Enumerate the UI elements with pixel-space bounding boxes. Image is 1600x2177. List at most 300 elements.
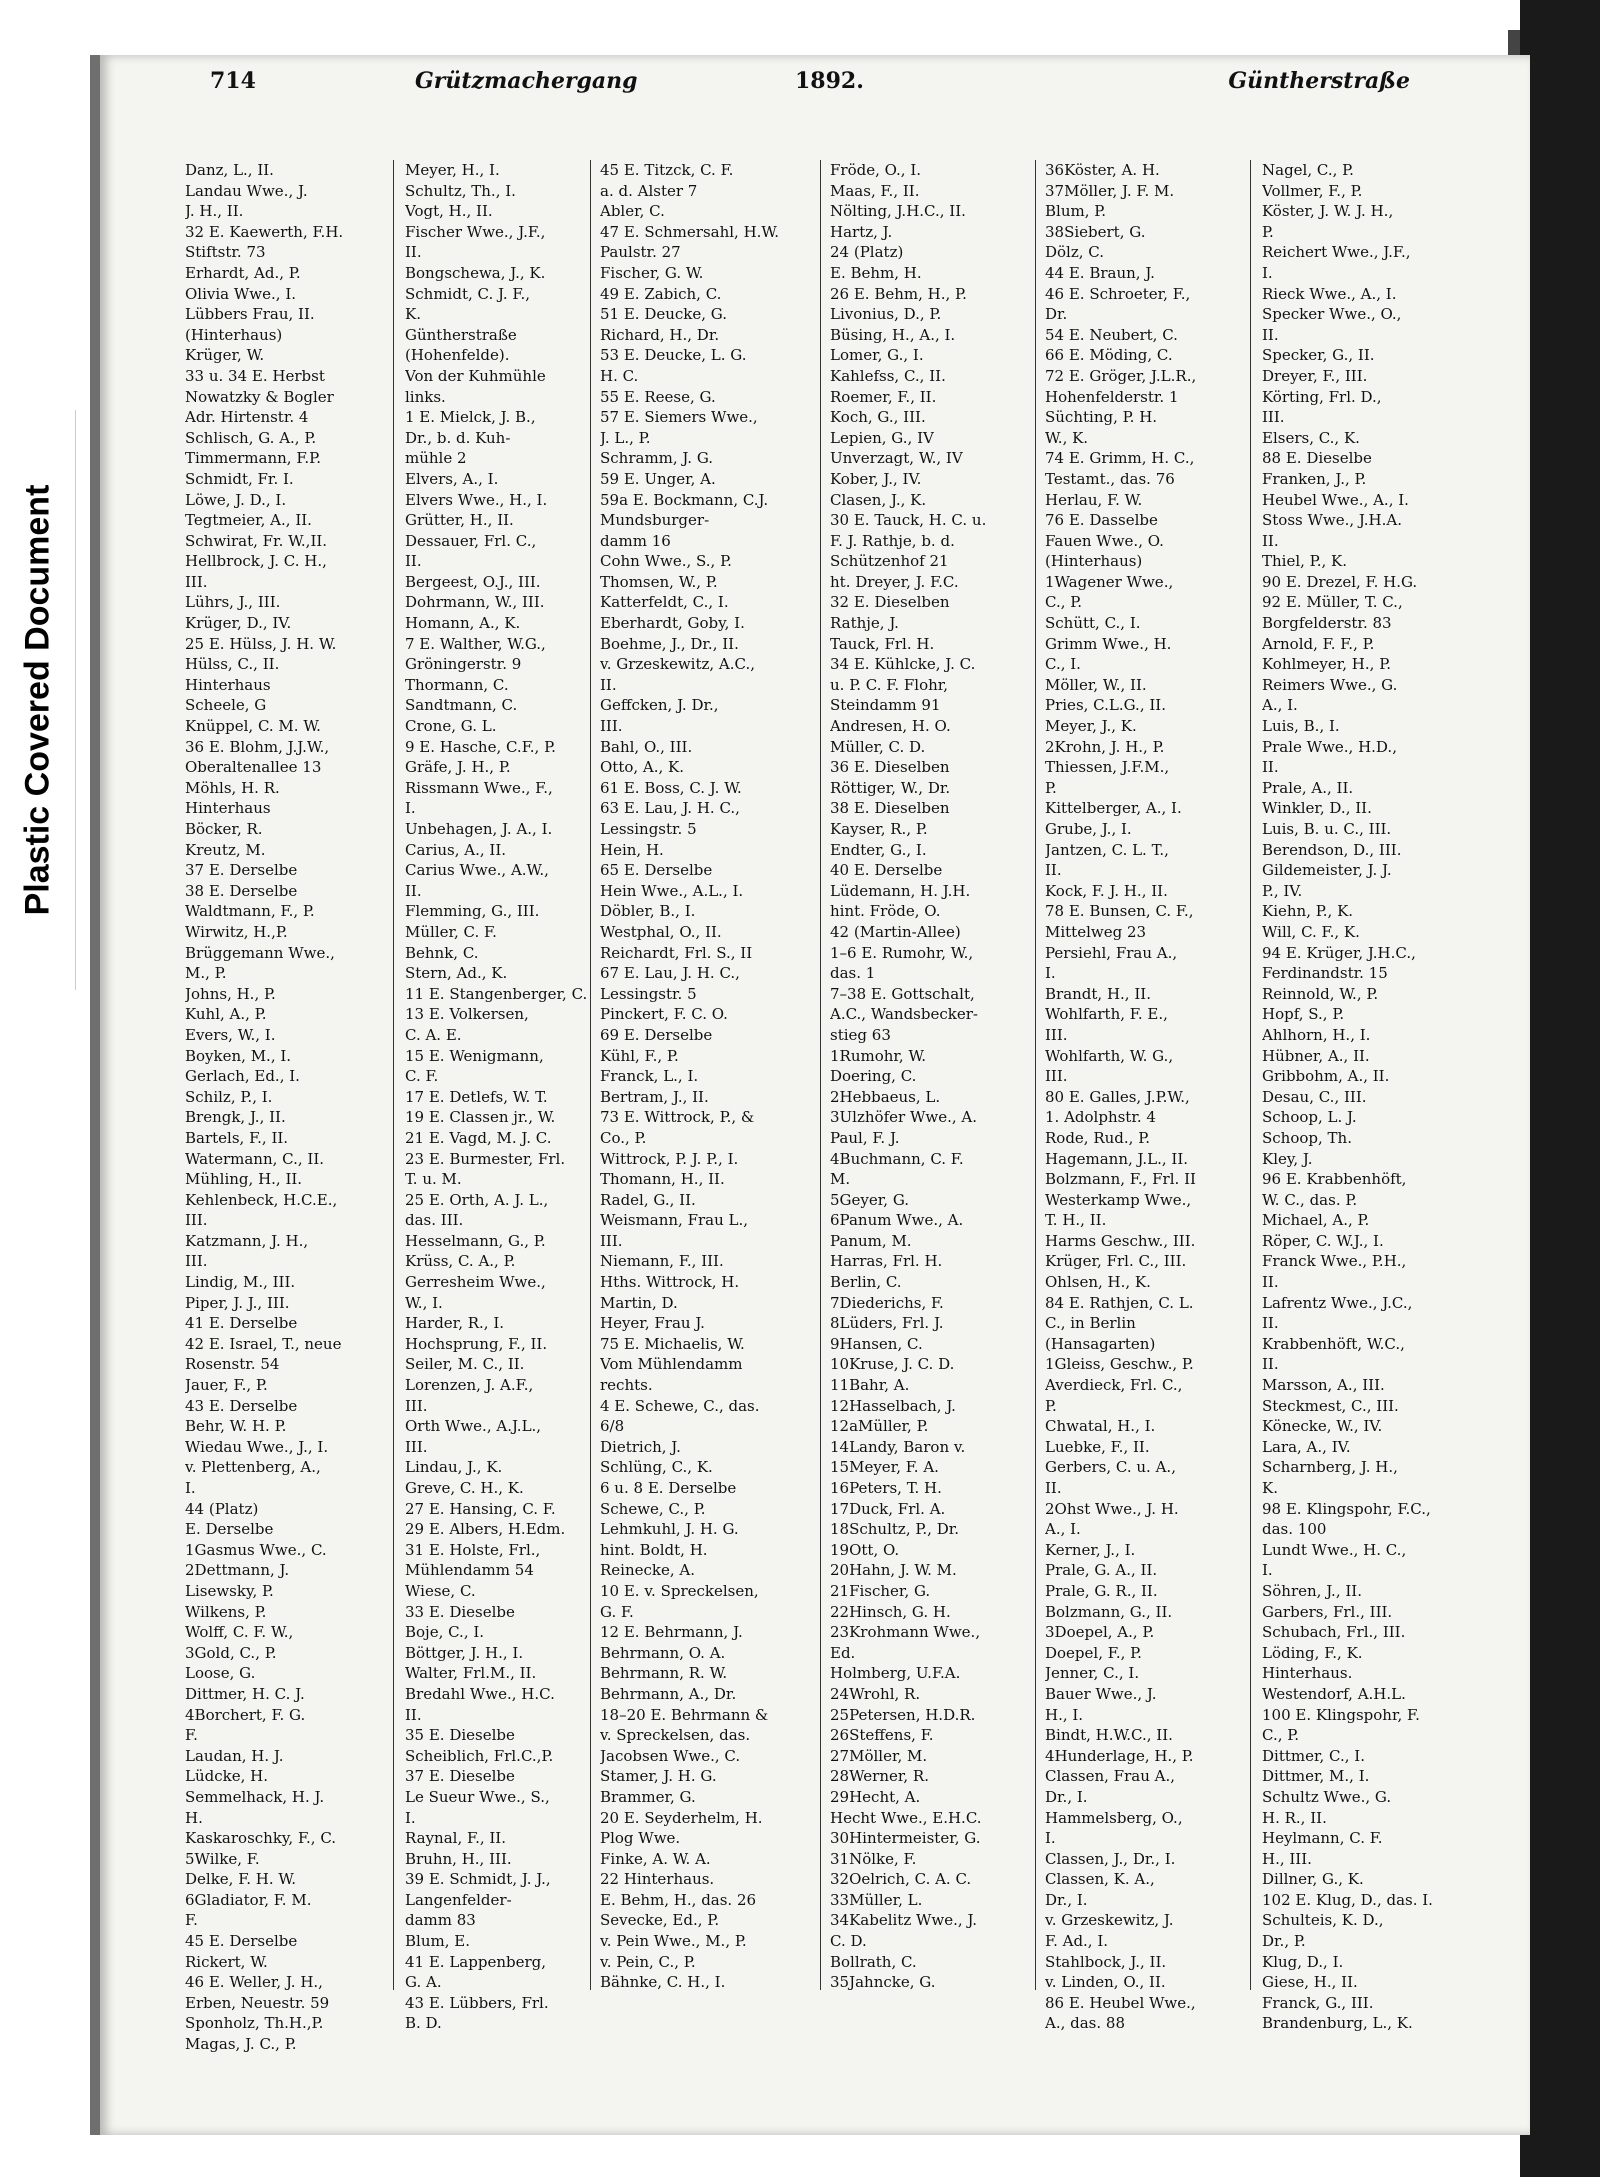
directory-entry: 23Krohmann Wwe., [830,1623,981,1642]
directory-entry: Erben, Neuestr. 59 [185,1993,330,2012]
directory-entry: 65 E. Derselbe [600,861,713,880]
directory-entry: 6/8 [600,1417,625,1436]
directory-entry: Gerlach, Ed., I. [185,1067,300,1086]
directory-entry: T. u. M. [405,1170,462,1189]
directory-entry: Schewe, C., P. [600,1499,706,1518]
directory-entry: Luis, B. u. C., III. [1262,820,1392,838]
directory-entry: 5Wilke, F. [185,1849,260,1868]
directory-entry: 32 E. Kaewerth, F.H. [185,222,344,241]
directory-entry: Lessingstr. 5 [600,984,697,1003]
directory-entry: Ohlsen, H., K. [1045,1273,1151,1292]
directory-entry: III. [405,1437,428,1456]
directory-entry: Tauck, Frl. H. [830,634,935,653]
directory-entry: II. [1262,1314,1279,1333]
directory-entry: Reichert Wwe., J.F., [1262,243,1411,262]
directory-entry: 1 E. Mielck, J. B., [405,408,536,427]
directory-entry: Stahlbock, J., II. [1045,1952,1167,1971]
directory-entry: 41 E. Lappenberg, [405,1952,547,1971]
directory-entry: v. Plettenberg, A., [185,1458,321,1477]
directory-entry: C. A. E. [405,1025,462,1044]
directory-entry: Lührs, J., III. [185,593,281,612]
directory-entry: Blum, E. [405,1932,470,1951]
directory-entry: 51 E. Deucke, G. [600,305,728,324]
directory-entry: Landau Wwe., J. [185,181,308,200]
directory-entry: (Hinterhaus) [185,325,283,344]
directory-entry: 98 E. Klingspohr, F.C., [1262,1499,1431,1518]
directory-entry: P., IV. [1262,881,1303,900]
directory-entry: Reinnold, W., P. [1262,984,1379,1003]
directory-entry: III. [185,1252,208,1271]
directory-entry: Dr., I. [1045,1787,1088,1806]
directory-entry: Hartz, J. [830,222,893,241]
directory-entry: II. [1262,325,1279,344]
directory-entry: Schmidt, C. J. F., [405,284,530,303]
column-rule [1035,160,1036,1990]
directory-entry: Bauer Wwe., J. [1045,1684,1157,1703]
directory-entry: Thomsen, W., P. [600,572,718,591]
column-rule [393,160,394,1990]
directory-entry: Heylmann, C. F. [1262,1829,1383,1848]
directory-entry: Mundsburger- [600,511,710,530]
directory-entry: Kühl, F., P. [600,1046,679,1065]
directory-entry: Bruhn, H., III. [405,1849,512,1868]
directory-entry: Lessingstr. 5 [600,820,697,838]
directory-entry: II. [600,675,617,694]
directory-entry: Raynal, F., II. [405,1829,506,1848]
directory-entry: 43 E. Derselbe [185,1396,298,1415]
directory-entry: K. [405,305,421,324]
directory-entry: Dietrich, J. [600,1437,681,1456]
directory-entry: Franck Wwe., P.H., [1262,1252,1407,1271]
directory-entry: a. d. Alster 7 [600,181,698,200]
directory-entry: Cohn Wwe., S., P. [600,552,732,571]
directory-entry: 27 E. Hansing, C. F. [405,1499,556,1518]
directory-entry: Schlüng, C., K. [600,1458,713,1477]
directory-entry: 21Fischer, G. [830,1581,931,1600]
directory-entry: I. [1045,1829,1056,1848]
directory-entry: Nowatzky & Bogler [185,387,334,406]
directory-entry: Körting, Frl. D., [1262,387,1382,406]
directory-entry: Averdieck, Frl. C., [1045,1376,1183,1395]
directory-entry: Holmberg, U.F.A. [830,1664,961,1683]
directory-entry: Wohlfarth, W. G., [1045,1046,1174,1065]
directory-entry: K. [1262,1479,1278,1497]
directory-entry: Möhls, H. R. [185,778,280,797]
directory-entry: mühle 2 [405,449,467,468]
directory-entry: Böcker, R. [185,820,263,838]
directory-entry: III. [1262,408,1285,427]
directory-entry: Kober, J., IV. [830,469,922,488]
directory-entry: 1Gleiss, Geschw., P. [1045,1355,1194,1374]
directory-entry: Mühling, H., II. [185,1170,303,1189]
directory-entry: Wittrock, P. J. P., I. [600,1149,739,1168]
directory-entry: E. Behm, H., das. 26 [600,1890,757,1909]
directory-entry: 92 E. Müller, T. C., [1262,593,1403,612]
directory-entry: 47 E. Schmersahl, H.W. [600,222,779,241]
directory-entry: Dr., P. [1262,1932,1306,1951]
directory-entry: Clasen, J., K. [830,490,927,509]
directory-entry: Schütt, C., I. [1045,614,1141,633]
directory-entry: Piper, J. J., III. [185,1293,290,1312]
directory-entry: Elsers, C., K. [1262,428,1360,447]
directory-entry: Mühlendamm 54 [405,1561,534,1580]
directory-entry: Heubel Wwe., A., I. [1262,490,1409,509]
directory-entry: Schoop, Th. [1262,1128,1352,1147]
directory-entry: Hochsprung, F., II. [405,1334,548,1353]
directory-entry: Seiler, M. C., II. [405,1355,525,1374]
directory-entry: 19 E. Classen jr., W. [405,1108,556,1127]
directory-entry: Lorenzen, J. A.F., [405,1376,534,1395]
directory-entry: A., I. [1045,1520,1081,1539]
directory-entry: Evers, W., I. [185,1025,276,1044]
directory-entry: Johns, H., P. [185,984,276,1003]
directory-entry: Steindamm 91 [830,696,941,715]
directory-entry: II. [405,552,422,571]
directory-entry: 41 E. Derselbe [185,1314,298,1333]
directory-entry: 1–6 E. Rumohr, W., [830,943,974,962]
directory-entry: Vom Mühlendamm [600,1355,743,1374]
directory-entry: Rieck Wwe., A., I. [1262,284,1397,303]
directory-entry: 22Hinsch, G. H. [830,1602,951,1621]
directory-entry: damm 16 [600,531,671,550]
directory-entry: Kley, J. [1262,1149,1313,1168]
directory-entry: II. [405,881,422,900]
directory-entry: 34Kabelitz Wwe., J. [830,1911,978,1930]
directory-entry: Stiftstr. 73 [185,243,266,262]
directory-entry: Bergeest, O.J., III. [405,572,541,591]
directory-entry: 15 E. Wenigmann, [405,1046,544,1065]
directory-entry: II. [1262,1273,1279,1292]
directory-entry: Classen, K. A., [1045,1870,1155,1889]
directory-entry: Behrmann, R. W. [600,1664,728,1683]
directory-entry: Pinckert, F. C. O. [600,1005,728,1024]
directory-entry: Köster, J. W. J. H., [1262,202,1394,221]
directory-entry: 57 E. Siemers Wwe., [600,408,758,427]
directory-entry: Jantzen, C. L. T., [1045,840,1169,859]
directory-entry: Thiessen, J.F.M., [1045,758,1170,777]
directory-entry: 67 E. Lau, J. H. C., [600,964,740,983]
directory-entry: 42 (Martin-Allee) [830,922,961,941]
directory-entry: 4Borchert, F. G. [185,1705,306,1724]
directory-entry: P. [1045,778,1057,797]
directory-entry: 25 E. Hülss, J. H. W. [185,634,337,653]
directory-entry: Hopf, S., P. [1262,1005,1345,1024]
directory-entry: 11Bahr, A. [830,1376,910,1395]
directory-entry: rechts. [600,1376,653,1395]
directory-entry: Flemming, G., III. [405,902,540,921]
directory-entry: 6Panum Wwe., A. [830,1211,964,1230]
directory-entry: Krüger, Frl. C., III. [1045,1252,1187,1271]
directory-entry: Richard, H., Dr. [600,325,720,344]
directory-entry: I. [185,1479,196,1497]
directory-entry: 20Hahn, J. W. M. [830,1561,957,1580]
directory-entry: Rosenstr. 54 [185,1355,280,1374]
directory-entry: 4 E. Schewe, C., das. [600,1396,760,1415]
directory-entry: 29Hecht, A. [830,1787,921,1806]
directory-entry: 33Müller, L. [830,1890,923,1909]
directory-entry: Westphal, O., II. [600,922,722,941]
directory-entry: Kiehn, P., K. [1262,902,1354,921]
directory-entry: Reimers Wwe., G. [1262,675,1398,694]
directory-entry: 76 E. Dasselbe [1045,511,1158,530]
directory-entry: 2Krohn, J. H., P. [1045,737,1165,756]
directory-entry: Stern, Ad., K. [405,964,508,983]
directory-entry: 42 E. Israel, T., neue [185,1334,342,1353]
directory-entry: 7–38 E. Gottschalt, [830,984,975,1003]
directory-entry: F. Ad., I. [1045,1932,1109,1951]
directory-entry: C. D. [830,1932,867,1951]
directory-entry: B. D. [405,2014,442,2033]
directory-entry: Prale, A., II. [1262,778,1354,797]
directory-entry: II. [1045,1479,1062,1497]
directory-entry: Behr, W. H. P. [185,1417,287,1436]
directory-entry: 44 (Platz) [185,1499,259,1518]
directory-entry: 12Hasselbach, J. [830,1396,956,1415]
directory-entry: v. Grzeskewitz, J. [1045,1911,1174,1930]
directory-entry: Carius Wwe., A.W., [405,861,549,880]
directory-entry: Rathje, J. [830,614,899,633]
directory-entry: Grube, J., I. [1045,820,1132,838]
directory-entry: Brammer, G. [600,1787,696,1806]
directory-entry: P. [1262,222,1274,241]
directory-entry: 54 E. Neubert, C. [1045,325,1178,344]
directory-entry: 2Dettmann, J. [185,1561,290,1580]
directory-entry: Le Sueur Wwe., S., [405,1787,550,1806]
directory-entry: v. Pein Wwe., M., P. [600,1932,747,1951]
directory-entry: Lübbers Frau, II. [185,305,315,324]
directory-entry: Bongschewa, J., K. [405,263,546,282]
directory-entry: 34 E. Kühlcke, J. C. [830,655,976,674]
directory-entry: Schlisch, G. A., P. [185,428,317,447]
directory-entry: Franck, G., III. [1262,1993,1374,2012]
directory-entry: Lindig, M., III. [185,1273,296,1292]
directory-entry: 15Meyer, F. A. [830,1458,939,1477]
column-rule [1250,160,1251,1990]
directory-entry: Gildemeister, J. J. [1262,861,1392,880]
directory-entry: 100 E. Klingspohr, F. [1262,1705,1420,1724]
directory-entry: Hein, H. [600,840,664,859]
directory-entry: Müller, C. D. [830,737,926,756]
directory-entry: Wohlfarth, F. E., [1045,1005,1168,1024]
directory-entry: 37 E. Dieselbe [405,1767,515,1786]
directory-entry: Jenner, C., I. [1045,1664,1140,1683]
directory-entry: Lisewsky, P. [185,1581,274,1600]
directory-entry: Finke, A. W. A. [600,1849,711,1868]
directory-entry: Persiehl, Frau A., [1045,943,1178,962]
directory-entry: hint. Fröde, O. [830,902,941,921]
directory-entry: 3Doepel, A., P. [1045,1623,1155,1642]
directory-entry: 1Gasmus Wwe., C. [185,1540,327,1559]
directory-entry: Weismann, Frau L., [600,1211,749,1230]
directory-entry: Katzmann, J. H., [185,1231,309,1250]
directory-entry: 8Lüders, Frl. J. [830,1314,944,1333]
directory-entry: Chwatal, H., I. [1045,1417,1156,1436]
directory-entry: Kaskaroschky, F., C. [185,1829,337,1848]
directory-entry: P. [1045,1396,1057,1415]
directory-entry: Berendson, D., III. [1262,840,1402,859]
directory-entry: 38 E. Dieselben [830,799,950,818]
directory-entry: Röttiger, W., Dr. [830,778,951,797]
directory-entry: Endter, G., I. [830,840,927,859]
directory-entry: Grimm Wwe., H. [1045,634,1172,653]
directory-entry: Nagel, C., P. [1262,161,1354,179]
directory-entry: Schubach, Frl., III. [1262,1623,1406,1642]
directory-entry: Dr., I. [1045,1890,1088,1909]
directory-entry: 21 E. Vagd, M. J. C. [405,1128,552,1147]
directory-entry: Loose, G. [185,1664,256,1683]
directory-entry: III. [185,572,208,591]
directory-entry: Scheele, G [185,696,267,715]
directory-entry: Kittelberger, A., I. [1045,799,1182,818]
directory-entry: 63 E. Lau, J. H. C., [600,799,740,818]
directory-entry: 102 E. Klug, D., das. I. [1262,1890,1433,1909]
directory-entry: Dittmer, H. C. J. [185,1684,305,1703]
directory-entry: 17 E. Detlefs, W. T. [405,1087,548,1106]
directory-entry: v. Linden, O., II. [1045,1973,1166,1992]
directory-entry: 31Nölke, F. [830,1849,917,1868]
directory-entry: Schulteis, K. D., [1262,1911,1384,1930]
directory-entry: 4Hunderlage, H., P. [1045,1746,1194,1765]
directory-entry: III. [405,1396,428,1415]
directory-entry: III. [1045,1067,1068,1086]
directory-entry: Testamt., das. 76 [1045,469,1175,488]
directory-column-2 [405,160,600,2034]
directory-entry: Livonius, D., P. [830,305,942,324]
directory-entry: Möller, W., II. [1045,675,1147,694]
directory-entry: links. [405,387,446,406]
directory-entry: Elvers, A., I. [405,469,499,488]
directory-entry: damm 83 [405,1911,476,1930]
directory-entry: 10 E. v. Spreckelsen, [600,1581,759,1600]
directory-entry: J. L., P. [600,428,651,447]
directory-entry: Nölting, J.H.C., II. [830,202,966,221]
directory-entry: H. [185,1808,203,1827]
directory-entry: 23 E. Burmester, Frl. [405,1149,566,1168]
directory-entry: 20 E. Seyderhelm, H. [600,1808,763,1827]
directory-entry: 13 E. Volkersen, [405,1005,529,1024]
directory-entry: C., P. [1045,593,1083,612]
directory-entry: Behnk, C. [405,943,479,962]
directory-entry: Radel, G., II. [600,1190,696,1209]
directory-entry: Behrmann, A., Dr. [600,1684,737,1703]
directory-entry: Stamer, J. H. G. [600,1767,717,1786]
directory-entry: Kohlmeyer, H., P. [1262,655,1392,674]
directory-entry: Will, C. F., K. [1262,922,1360,941]
directory-entry: 36 E. Dieselben [830,758,950,777]
directory-entry: Tegtmeier, A., II. [185,511,312,530]
directory-entry: Katterfeldt, C., I. [600,593,729,612]
directory-entry: 90 E. Drezel, F. H.G. [1262,572,1418,591]
directory-entry: Dölz, C. [1045,243,1105,262]
directory-entry: 38Siebert, G. [1045,222,1146,241]
directory-entry: Hein Wwe., A.L., I. [600,881,744,900]
directory-entry: 9 E. Hasche, C.F., P. [405,737,556,756]
directory-entry: Hinterhaus [185,675,271,694]
directory-entry: Steckmest, C., III. [1262,1396,1399,1415]
directory-entry: 35Jahncke, G. [830,1973,936,1992]
directory-entry: Orth Wwe., A.J.L., [405,1417,542,1436]
directory-entry: G. A. [405,1973,442,1992]
directory-entry: Döbler, B., I. [600,902,696,921]
directory-entry: 22 Hinterhaus. [600,1870,715,1889]
directory-entry: Jacobsen Wwe., C. [600,1746,741,1765]
directory-entry: Schultz Wwe., G. [1262,1787,1392,1806]
directory-entry: Wirwitz, H.,P. [185,922,288,941]
directory-entry: Luebke, F., II. [1045,1437,1150,1456]
directory-entry: Thormann, C. [405,675,509,694]
directory-entry: Schultz, Th., I. [405,181,516,200]
directory-column-5 [1045,160,1240,2034]
directory-entry: Rode, Rud., P. [1045,1128,1151,1147]
directory-entry: II. [1262,1355,1279,1374]
directory-entry: Kuhl, A., P. [185,1005,267,1024]
directory-entry: 94 E. Krüger, J.H.C., [1262,943,1416,962]
directory-entry: Ahlhorn, H., I. [1262,1025,1371,1044]
directory-entry: Heyer, Frau J. [600,1314,705,1333]
page-header [110,60,1500,96]
directory-entry: 1Rumohr, W. [830,1046,927,1065]
directory-entry: Kreutz, M. [185,840,266,859]
directory-entry: II. [1262,531,1279,550]
directory-entry: Boehme, J., Dr., II. [600,634,739,653]
directory-entry: Delke, F. H. W. [185,1870,296,1889]
directory-entry: Stoss Wwe., J.H.A. [1262,511,1403,530]
directory-entry: Doering, C. [830,1067,917,1086]
directory-entry: Gerbers, C. u. A., [1045,1458,1176,1477]
directory-entry: Scharnberg, J. H., [1262,1458,1398,1477]
directory-entry: Dessauer, Frl. C., [405,531,537,550]
directory-entry: 2Hebbaeus, L. [830,1087,941,1106]
directory-entry: Dittmer, M., I. [1262,1767,1370,1786]
directory-entry: Marsson, A., III. [1262,1376,1385,1395]
directory-entry: Brandt, H., II. [1045,984,1151,1003]
directory-entry: (Hansagarten) [1045,1334,1156,1353]
directory-entry: 84 E. Rathjen, C. L. [1045,1293,1194,1312]
directory-entry: I. [1262,263,1273,282]
directory-entry: Westerkamp Wwe., [1045,1190,1192,1209]
directory-entry: das. 100 [1262,1520,1327,1539]
directory-entry: 11 E. Stangenberger, C. [405,984,588,1003]
directory-entry: Boyken, M., I. [185,1046,292,1065]
directory-entry: Laudan, H. J. [185,1746,284,1765]
directory-entry: Olivia Wwe., I. [185,284,297,303]
directory-entry: F. [185,1911,198,1930]
directory-entry: Müller, C. F. [405,922,497,941]
directory-entry: Reinecke, A. [600,1561,696,1580]
directory-entry: 72 E. Gröger, J.L.R., [1045,366,1197,385]
directory-entry: Paul, F. J. [830,1128,900,1147]
directory-entry: Hths. Wittrock, H. [600,1273,740,1292]
directory-entry: Otto, A., K. [600,758,685,777]
directory-entry: Doepel, F., P. [1045,1643,1142,1662]
directory-entry: Dreyer, F., III. [1262,366,1368,385]
directory-entry: Dittmer, C., I. [1262,1746,1365,1765]
directory-entry: Ferdinandstr. 15 [1262,964,1388,983]
directory-entry: Krüger, D., IV. [185,614,292,633]
directory-entry: Scheiblich, Frl.C.,P. [405,1746,554,1765]
directory-entry: Klug, D., I. [1262,1952,1344,1971]
directory-entry: 49 E. Zabich, C. [600,284,722,303]
directory-entry: 28Werner, R. [830,1767,929,1786]
directory-entry: 38 E. Derselbe [185,881,298,900]
directory-entry: Specker, G., II. [1262,346,1375,365]
directory-entry: 24Wrohl, R. [830,1684,921,1703]
directory-entry: A.C., Wandsbecker- [830,1005,978,1024]
directory-entry: Krüger, W. [185,346,265,365]
directory-entry: Fischer Wwe., J.F., [405,222,546,241]
directory-entry: 35 E. Dieselbe [405,1726,515,1745]
directory-entry: A., das. 88 [1045,2014,1126,2033]
